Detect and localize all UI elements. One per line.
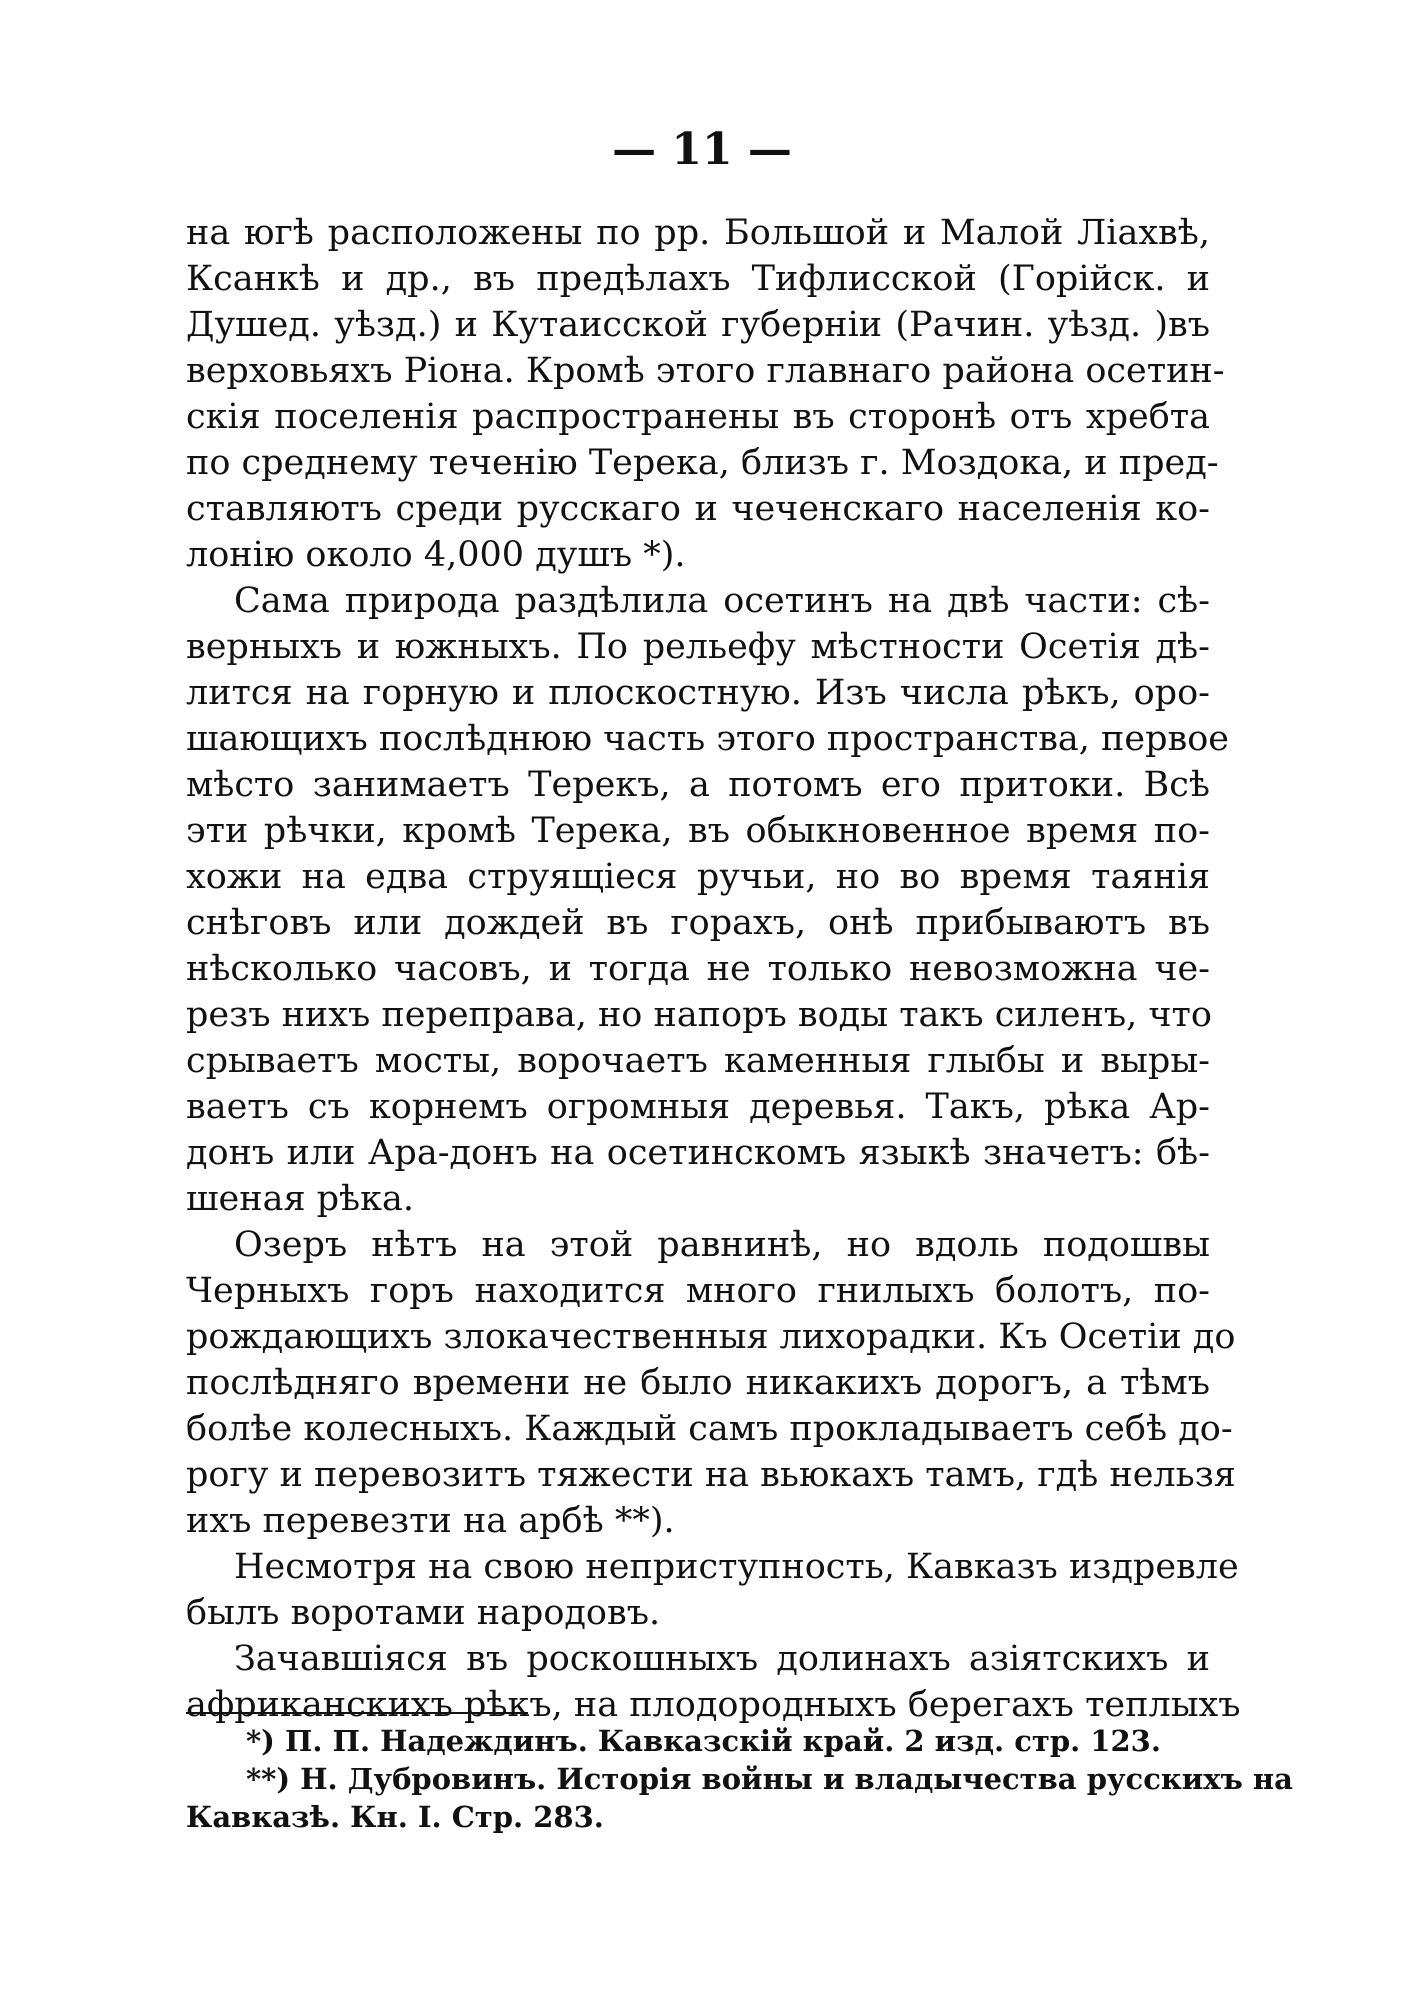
paragraph-4	[186, 1544, 1239, 1636]
text-line: Ксанкѣ и др., въ предѣлахъ Тифлисской (Горійск. и	[186, 259, 1210, 299]
text-line: рождающихъ злокачественныя лихорадки. Къ Осетіи до	[186, 1317, 1236, 1357]
text-line: Озеръ нѣтъ на этой равнинѣ, но вдоль подошвы	[234, 1225, 1210, 1265]
text-line: верныхъ и южныхъ. По рельефу мѣстности Осетія дѣ-	[186, 627, 1210, 667]
text-line: верховьяхъ Ріона. Кромѣ этого главнаго района осетин-	[186, 351, 1225, 391]
text-line: Несмотря на свою неприступность, Кавказъ издревле	[234, 1547, 1239, 1587]
text-line: лится на горную и плоскостную. Изъ числа рѣкъ, оро-	[186, 673, 1210, 713]
text-line: на югѣ расположены по рр. Большой и Малой Ліахвѣ,	[186, 213, 1210, 253]
text-line: былъ воротами народовъ.	[186, 1593, 661, 1633]
text-line: ваетъ съ корнемъ огромныя деревья. Такъ, рѣка Ар-	[186, 1087, 1210, 1127]
text-line: Зачавшіяся въ роскошныхъ долинахъ азіятскихъ и	[234, 1639, 1210, 1679]
text-line: резъ нихъ переправа, но напоръ воды такъ силенъ, что	[186, 995, 1212, 1035]
text-line: болѣе колесныхъ. Каждый самъ прокладываетъ себѣ до-	[186, 1409, 1233, 1449]
text-line: нѣсколько часовъ, и тогда не только невозможна че-	[186, 949, 1210, 989]
text-line: ставляютъ среди русскаго и чеченскаго населенія ко-	[186, 489, 1210, 529]
text-line: Сама природа раздѣлила осетинъ на двѣ части: сѣ-	[234, 581, 1210, 621]
text-line: снѣговъ или дождей въ горахъ, онѣ прибываютъ въ	[186, 903, 1210, 943]
text-line: рогу и перевозитъ тяжести на вьюкахъ тамъ, гдѣ нельзя	[186, 1455, 1236, 1495]
text-line: эти рѣчки, кромѣ Терека, въ обыкновенное время по-	[186, 811, 1210, 851]
text-line: послѣдняго времени не было никакихъ дорогъ, а тѣмъ	[186, 1363, 1210, 1403]
footnote-2-continuation: Кавказѣ. Кн. I. Стр. 283.	[186, 1800, 604, 1834]
text-line: срываетъ мосты, ворочаетъ каменныя глыбы и выры-	[186, 1041, 1210, 1081]
body-text	[186, 210, 1241, 1728]
paragraph-1	[186, 210, 1225, 578]
text-line: хожи на едва струящіеся ручьи, но во время таянія	[186, 857, 1210, 897]
page-number: — 11 —	[612, 124, 792, 175]
footnotes	[186, 1722, 1293, 1836]
paragraph-2	[186, 578, 1229, 1222]
text-line: Душед. уѣзд.) и Кутаисской губерніи (Рачин. уѣзд. )въ	[186, 305, 1210, 345]
paragraph-5	[186, 1636, 1241, 1728]
text-line: скія поселенія распространены въ сторонѣ отъ хребта	[186, 397, 1210, 437]
text-line: африканскихъ рѣкъ, на плодородныхъ берегахъ теплыхъ	[186, 1685, 1241, 1725]
text-line: лонію около 4,000 душъ *).	[186, 535, 686, 575]
paragraph-3	[186, 1222, 1236, 1544]
footnote-1: *) П. П. Надеждинъ. Кавказскій край. 2 изд. стр. 123.	[246, 1724, 1161, 1758]
text-line: донъ или Ара-донъ на осетинскомъ языкѣ значетъ: бѣ-	[186, 1133, 1210, 1173]
text-line: по среднему теченію Терека, близъ г. Моздока, и пред-	[186, 443, 1219, 483]
footnote-divider	[186, 1712, 528, 1714]
text-line: шающихъ послѣднюю часть этого пространства, первое	[186, 719, 1229, 759]
text-line: шеная рѣка.	[186, 1179, 415, 1219]
text-line: Черныхъ горъ находится много гнилыхъ болотъ, по-	[186, 1271, 1210, 1311]
text-line: ихъ перевезти на арбѣ **).	[186, 1501, 675, 1541]
text-line: мѣсто занимаетъ Терекъ, а потомъ его притоки. Всѣ	[186, 765, 1210, 805]
footnote-2: **) Н. Дубровинъ. Исторія войны и владычества русскихъ на	[246, 1762, 1293, 1796]
